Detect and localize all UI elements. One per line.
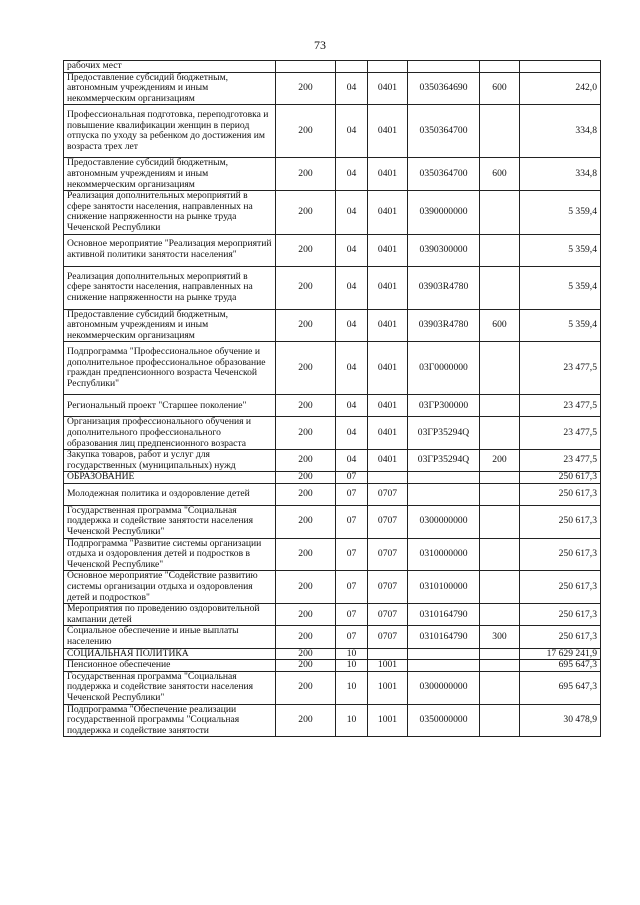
amount-cell: 250 617,3 [520,538,601,571]
section-cell: 04 [336,417,368,450]
admin-code-cell [276,61,336,73]
amount-cell: 5 359,4 [520,191,601,234]
item-name-cell: Социальное обеспечение и иные выплаты населению [64,626,276,648]
section-cell: 04 [336,342,368,395]
item-name-cell: ОБРАЗОВАНИЕ [64,472,276,484]
admin-code-cell: 200 [276,571,336,604]
table-row [64,158,601,191]
admin-code-cell: 200 [276,483,336,505]
amount-cell: 5 359,4 [520,266,601,309]
section-cell: 07 [336,604,368,626]
table-row [64,671,601,704]
target-article-cell: 0350364700 [408,105,480,158]
target-article-cell: 0350000000 [408,704,480,737]
target-article-cell: 0310164790 [408,626,480,648]
expense-type-cell [480,234,520,266]
section-cell: 04 [336,158,368,191]
item-name-cell: Основное мероприятие "Реализация мероприятий активной политики занятости населения" [64,234,276,266]
expense-type-cell [480,61,520,73]
admin-code-cell: 200 [276,660,336,672]
table-row [64,450,601,472]
subsection-cell: 1001 [368,671,408,704]
amount-cell: 695 647,3 [520,671,601,704]
admin-code-cell: 200 [276,538,336,571]
amount-cell: 5 359,4 [520,309,601,342]
expense-type-cell [480,648,520,660]
amount-cell: 23 477,5 [520,450,601,472]
section-cell: 10 [336,704,368,737]
item-name-cell: Профессиональная подготовка, переподготовка и повышение квалификации женщин в период отпуска по уходу за ребенком до достижения им возраста трех лет [64,105,276,158]
expense-type-cell: 200 [480,450,520,472]
admin-code-cell: 200 [276,342,336,395]
section-cell: 07 [336,626,368,648]
expense-type-cell [480,604,520,626]
amount-cell: 5 359,4 [520,234,601,266]
target-article-cell: 03Г0000000 [408,342,480,395]
subsection-cell: 0401 [368,191,408,234]
admin-code-cell: 200 [276,234,336,266]
admin-code-cell: 200 [276,191,336,234]
expense-type-cell [480,105,520,158]
admin-code-cell: 200 [276,671,336,704]
expense-type-cell: 600 [480,72,520,105]
section-cell: 10 [336,660,368,672]
subsection-cell: 0401 [368,395,408,417]
amount-cell [520,61,601,73]
expense-type-cell [480,538,520,571]
section-cell: 04 [336,395,368,417]
section-cell: 04 [336,105,368,158]
target-article-cell: 0350364700 [408,158,480,191]
admin-code-cell: 200 [276,704,336,737]
target-article-cell: 0310000000 [408,538,480,571]
admin-code-cell: 200 [276,417,336,450]
subsection-cell: 0401 [368,342,408,395]
item-name-cell: Мероприятия по проведению оздоровительной кампании детей [64,604,276,626]
item-name-cell: Предоставление субсидий бюджетным, автономным учреждениям и иным некоммерческим организациям [64,309,276,342]
target-article-cell: 03903R4780 [408,309,480,342]
amount-cell: 250 617,3 [520,571,601,604]
subsection-cell: 0401 [368,72,408,105]
amount-cell: 250 617,3 [520,505,601,538]
item-name-cell: Предоставление субсидий бюджетным, автономным учреждениям и иным некоммерческим организациям [64,72,276,105]
item-name-cell: рабочих мест [64,61,276,73]
item-name-cell: Государственная программа "Социальная поддержка и содействие занятости населения Чеченской Республики" [64,671,276,704]
admin-code-cell: 200 [276,158,336,191]
amount-cell: 334,8 [520,158,601,191]
section-cell: 04 [336,191,368,234]
table-row [64,648,601,660]
target-article-cell [408,660,480,672]
item-name-cell: Предоставление субсидий бюджетным, автономным учреждениям и иным некоммерческим организациям [64,158,276,191]
section-cell: 04 [336,450,368,472]
admin-code-cell: 200 [276,648,336,660]
amount-cell: 23 477,5 [520,417,601,450]
item-name-cell: Организация профессионального обучения и дополнительного профессионального образования лиц предпенсионного возраста [64,417,276,450]
expense-type-cell [480,505,520,538]
subsection-cell: 0401 [368,234,408,266]
item-name-cell: Подпрограмма "Развитие системы организации отдыха и оздоровления детей и подростков в Чеченской Республике" [64,538,276,571]
subsection-cell [368,61,408,73]
table-row [64,395,601,417]
budget-table [63,60,601,737]
subsection-cell: 0401 [368,417,408,450]
expense-type-cell [480,671,520,704]
target-article-cell [408,483,480,505]
expense-type-cell: 600 [480,309,520,342]
subsection-cell: 1001 [368,660,408,672]
item-name-cell: Подпрограмма "Обеспечение реализации государственной программы "Социальная поддержка и содействие занятости [64,704,276,737]
item-name-cell: Региональный проект "Старшее поколение" [64,395,276,417]
section-cell: 07 [336,472,368,484]
section-cell: 04 [336,72,368,105]
expense-type-cell [480,704,520,737]
admin-code-cell: 200 [276,72,336,105]
amount-cell: 334,8 [520,105,601,158]
expense-type-cell [480,191,520,234]
section-cell: 04 [336,234,368,266]
item-name-cell: Основное мероприятие "Содействие развитию системы организации отдыха и оздоровления детей и подростков" [64,571,276,604]
page-number: 73 [314,38,326,52]
table-row [64,604,601,626]
amount-cell: 250 617,3 [520,472,601,484]
target-article-cell: 03ГР35294Q [408,417,480,450]
subsection-cell: 0401 [368,105,408,158]
section-cell: 07 [336,483,368,505]
table-row [64,505,601,538]
subsection-cell [368,648,408,660]
target-article-cell [408,648,480,660]
subsection-cell: 0707 [368,505,408,538]
expense-type-cell [480,571,520,604]
admin-code-cell: 200 [276,266,336,309]
subsection-cell: 0707 [368,538,408,571]
table-row [64,417,601,450]
section-cell: 04 [336,309,368,342]
table-row [64,309,601,342]
target-article-cell: 0310164790 [408,604,480,626]
item-name-cell: Подпрограмма "Профессиональное обучение и дополнительное профессиональное образование граждан предпенсионного возраста Чеченской Республики" [64,342,276,395]
target-article-cell [408,472,480,484]
target-article-cell: 03903R4780 [408,266,480,309]
section-cell: 10 [336,671,368,704]
item-name-cell: Пенсионное обеспечение [64,660,276,672]
section-cell: 04 [336,266,368,309]
table-row [64,72,601,105]
table-row [64,105,601,158]
table-row [64,234,601,266]
admin-code-cell: 200 [276,450,336,472]
section-cell [336,61,368,73]
table-row [64,660,601,672]
section-cell: 07 [336,538,368,571]
admin-code-cell: 200 [276,105,336,158]
table-row [64,571,601,604]
item-name-cell: Реализация дополнительных мероприятий в сфере занятости населения, направленных на снижение напряженности на рынке труда Чеченской Республики [64,191,276,234]
amount-cell: 250 617,3 [520,604,601,626]
subsection-cell: 0401 [368,450,408,472]
amount-cell: 17 629 241,9 [520,648,601,660]
expense-type-cell [480,483,520,505]
subsection-cell: 1001 [368,704,408,737]
amount-cell: 250 617,3 [520,626,601,648]
target-article-cell: 0310100000 [408,571,480,604]
table-row [64,472,601,484]
item-name-cell: Молодежная политика и оздоровление детей [64,483,276,505]
table-row [64,61,601,73]
amount-cell: 23 477,5 [520,395,601,417]
subsection-cell: 0401 [368,309,408,342]
section-cell: 07 [336,571,368,604]
subsection-cell: 0401 [368,266,408,309]
target-article-cell: 0350364690 [408,72,480,105]
expense-type-cell [480,660,520,672]
expense-type-cell: 600 [480,158,520,191]
admin-code-cell: 200 [276,604,336,626]
subsection-cell: 0401 [368,158,408,191]
table-row [64,342,601,395]
target-article-cell [408,61,480,73]
table-row [64,266,601,309]
target-article-cell: 0390300000 [408,234,480,266]
subsection-cell: 0707 [368,483,408,505]
amount-cell: 30 478,9 [520,704,601,737]
admin-code-cell: 200 [276,626,336,648]
admin-code-cell: 200 [276,395,336,417]
subsection-cell: 0707 [368,571,408,604]
expense-type-cell [480,342,520,395]
expense-type-cell [480,472,520,484]
item-name-cell: Государственная программа "Социальная поддержка и содействие занятости населения Чеченской Республики" [64,505,276,538]
section-cell: 07 [336,505,368,538]
amount-cell: 250 617,3 [520,483,601,505]
target-article-cell: 0390000000 [408,191,480,234]
expense-type-cell [480,395,520,417]
subsection-cell [368,472,408,484]
amount-cell: 23 477,5 [520,342,601,395]
subsection-cell: 0707 [368,626,408,648]
table-row [64,191,601,234]
admin-code-cell: 200 [276,309,336,342]
target-article-cell: 0300000000 [408,505,480,538]
table-row [64,538,601,571]
item-name-cell: Закупка товаров, работ и услуг для государственных (муниципальных) нужд [64,450,276,472]
target-article-cell: 03ГР300000 [408,395,480,417]
section-cell: 10 [336,648,368,660]
item-name-cell: СОЦИАЛЬНАЯ ПОЛИТИКА [64,648,276,660]
amount-cell: 695 647,3 [520,660,601,672]
item-name-cell: Реализация дополнительных мероприятий в сфере занятости населения, направленных на снижение напряженности на рынке труда [64,266,276,309]
expense-type-cell [480,417,520,450]
subsection-cell: 0707 [368,604,408,626]
admin-code-cell: 200 [276,472,336,484]
expense-type-cell [480,266,520,309]
table-row [64,483,601,505]
table-row [64,626,601,648]
admin-code-cell: 200 [276,505,336,538]
target-article-cell: 03ГР35294Q [408,450,480,472]
table-row [64,704,601,737]
amount-cell: 242,0 [520,72,601,105]
expense-type-cell: 300 [480,626,520,648]
target-article-cell: 0300000000 [408,671,480,704]
